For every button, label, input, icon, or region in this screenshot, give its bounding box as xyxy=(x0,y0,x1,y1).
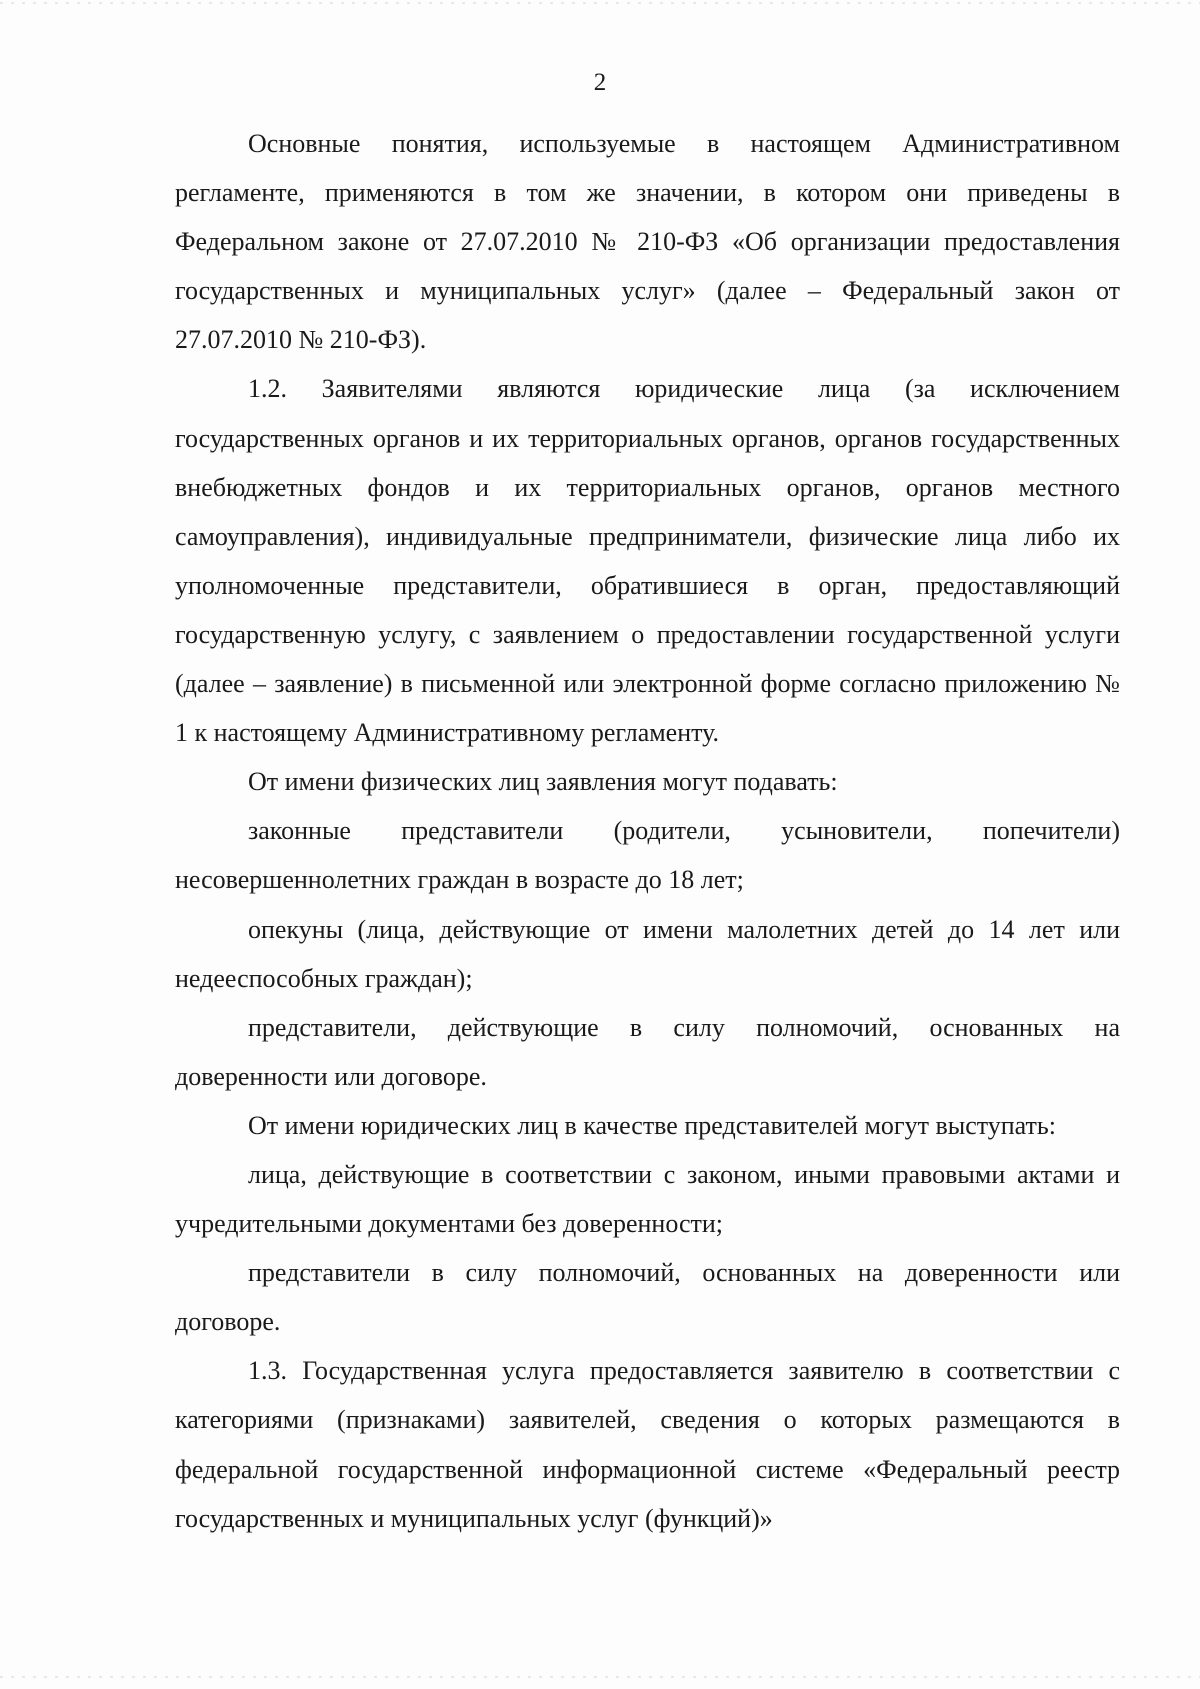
paragraph-individuals-intro: От имени физических лиц заявления могут подавать: xyxy=(248,767,838,797)
paragraph-proxy-representatives: представители, действующие в силу полномочий, основанных на доверенности или договоре. xyxy=(175,1012,1120,1091)
paragraph-legal-representatives: законные представители (родители, усыновители, попечители) несовершеннолетних граждан в возрасте до 18 лет; xyxy=(175,816,1120,895)
scan-edge-top xyxy=(0,2,1200,4)
paragraph-entity-proxy-representatives: представители в силу полномочий, основанных на доверенности или договоре. xyxy=(175,1258,1120,1337)
paragraph-1-3-service: 1.3. Государственная услуга предоставляется заявителю в соответствии с категориями (признаками) заявителей, сведения о которых размещаются в федеральной государственной информационной системе «Федеральный реестр государственных и муниципальных услуг (функций)» xyxy=(175,1356,1120,1533)
paragraph-1-2-applicants: 1.2. Заявителями являются юридические лица (за исключением государственных органов и их территориальных органов, органов государственных внебюджетных фондов и их территориальных органов, органов местного самоуправления), индивидуальные предприниматели, физические лица либо их уполномоченные представители, обратившиеся в орган, предоставляющий государственную услугу, с заявлением о предоставлении государственной услуги (далее – заявление) в письменной или электронной форме согласно приложению № 1 к настоящему Административному регламенту. xyxy=(175,374,1120,748)
scan-edge-bottom xyxy=(0,1676,1200,1678)
paragraph-definitions: Основные понятия, используемые в настоящем Административном регламенте, применяются в том же значении, в котором они приведены в Федеральном законе от 27.07.2010 № 210-ФЗ «Об организации предоставления государственных и муниципальных услуг» (далее – Федеральный закон от 27.07.2010 № 210-ФЗ). xyxy=(175,129,1120,355)
paragraph-statutory-persons: лица, действующие в соответствии с законом, иными правовыми актами и учредительными документами без доверенности; xyxy=(175,1159,1120,1239)
paragraph-guardians: опекуны (лица, действующие от имени малолетних детей до 14 лет или недееспособных граждан); xyxy=(175,914,1120,993)
page-number: 2 xyxy=(593,69,607,96)
paragraph-legal-entities-intro: От имени юридических лиц в качестве представителей могут выступать: xyxy=(248,1110,1056,1140)
document-body xyxy=(175,119,1120,1543)
